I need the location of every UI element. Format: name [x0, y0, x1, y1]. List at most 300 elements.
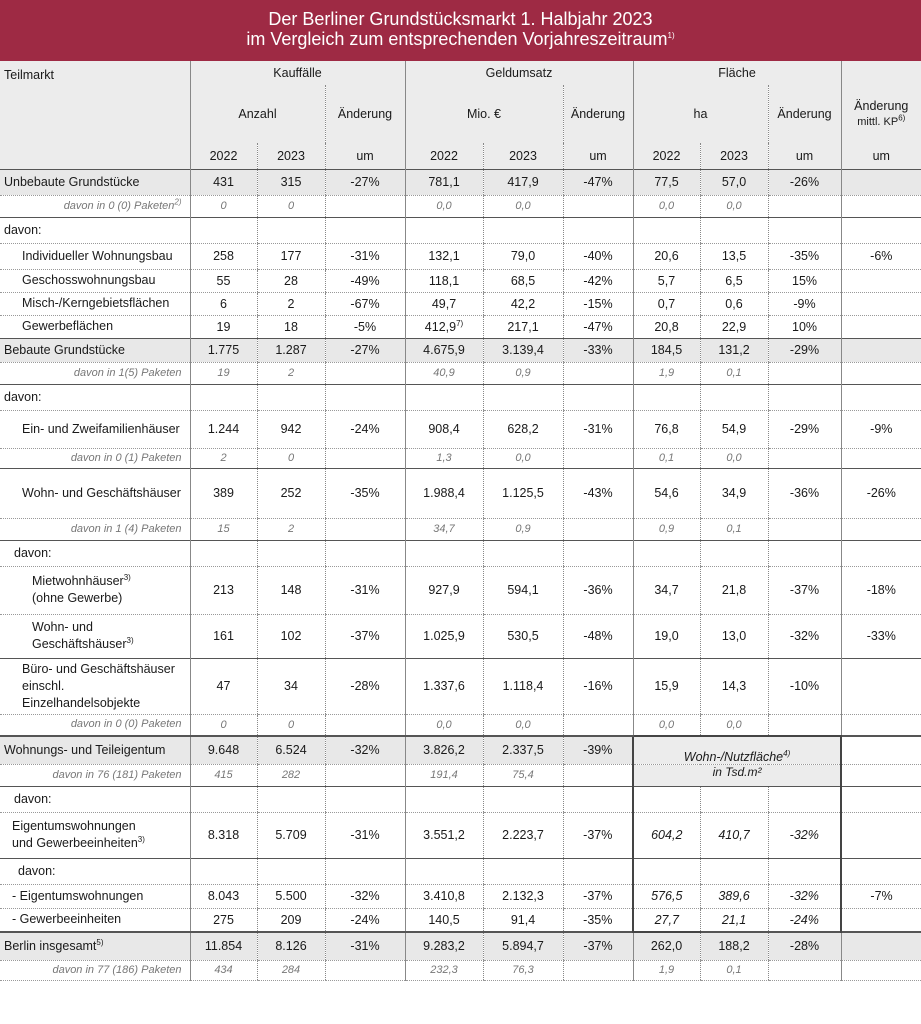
table-cell — [700, 540, 768, 566]
table-cell: 19,0 — [633, 614, 700, 658]
table-cell: 2 — [257, 362, 325, 384]
table-row — [0, 908, 921, 932]
table-cell — [563, 540, 633, 566]
table-cell: 75,4 — [483, 764, 563, 786]
table-cell — [190, 384, 257, 410]
table-cell: 11.854 — [190, 932, 257, 960]
table-row — [0, 410, 921, 448]
table-cell: 22,9 — [700, 315, 768, 338]
table-cell — [257, 384, 325, 410]
table-row — [0, 468, 921, 518]
table-cell — [563, 362, 633, 384]
table-cell: 13,0 — [700, 614, 768, 658]
table-cell: 1.287 — [257, 338, 325, 362]
table-cell: 0,9 — [633, 518, 700, 540]
header-flaeche: Fläche — [633, 61, 841, 85]
table-cell — [405, 858, 483, 884]
table-row — [0, 384, 921, 410]
table-cell: 781,1 — [405, 169, 483, 195]
table-cell: 0,0 — [405, 714, 483, 736]
table-cell: 20,6 — [633, 243, 700, 269]
table-cell — [841, 169, 921, 195]
table-cell — [405, 217, 483, 243]
table-cell: -36% — [563, 566, 633, 614]
table-cell — [325, 384, 405, 410]
table-cell: 77,5 — [633, 169, 700, 195]
table-cell: 942 — [257, 410, 325, 448]
table-cell: -49% — [325, 269, 405, 292]
row-label: Bebaute Grundstücke — [0, 338, 190, 362]
table-cell — [768, 362, 841, 384]
table-cell: 10% — [768, 315, 841, 338]
table-row — [0, 764, 921, 786]
table-cell: 1,9 — [633, 362, 700, 384]
table-row — [0, 658, 921, 714]
row-label: davon in 1(5) Paketen — [0, 362, 190, 384]
table-cell — [563, 195, 633, 217]
table-cell — [700, 217, 768, 243]
table-cell: 217,1 — [483, 315, 563, 338]
table-cell — [768, 195, 841, 217]
table-cell: 0,0 — [483, 448, 563, 468]
table-cell — [700, 786, 768, 812]
table-cell: -43% — [563, 468, 633, 518]
table-cell — [841, 217, 921, 243]
table-cell: 5.894,7 — [483, 932, 563, 960]
row-label: Eigentumswohnungen und Gewerbeeinheiten$^{3)}$ — [0, 812, 190, 858]
table-cell: -35% — [768, 243, 841, 269]
table-cell: 140,5 — [405, 908, 483, 932]
table-cell: 57,0 — [700, 169, 768, 195]
table-cell: 34,9 — [700, 468, 768, 518]
table-cell: 49,7 — [405, 292, 483, 315]
table-row — [0, 566, 921, 614]
table-cell: 0,0 — [483, 195, 563, 217]
table-cell: 6,5 — [700, 269, 768, 292]
table-cell — [325, 362, 405, 384]
table-cell: 927,9 — [405, 566, 483, 614]
table-cell: 431 — [190, 169, 257, 195]
table-cell: -40% — [563, 243, 633, 269]
table-cell: 415 — [190, 764, 257, 786]
table-cell: -42% — [563, 269, 633, 292]
table-cell: 76,3 — [483, 960, 563, 980]
table-cell: 9.283,2 — [405, 932, 483, 960]
table-cell: 3.826,2 — [405, 736, 483, 764]
table-cell — [325, 540, 405, 566]
row-label: davon in 76 (181) Paketen — [0, 764, 190, 786]
table-cell — [563, 518, 633, 540]
table-cell — [563, 764, 633, 786]
table-cell: 0,0 — [700, 195, 768, 217]
table-cell: 148 — [257, 566, 325, 614]
table-cell: 417,9 — [483, 169, 563, 195]
table-cell: -31% — [325, 932, 405, 960]
table-cell — [563, 960, 633, 980]
table-cell: -35% — [325, 468, 405, 518]
table-cell — [841, 315, 921, 338]
table-cell — [190, 786, 257, 812]
table-cell: 1,3 — [405, 448, 483, 468]
table-cell: 20,8 — [633, 315, 700, 338]
table-row — [0, 614, 921, 658]
table-cell: 0 — [257, 448, 325, 468]
table-cell: 131,2 — [700, 338, 768, 362]
table-cell: 1.118,4 — [483, 658, 563, 714]
table-cell: 434 — [190, 960, 257, 980]
table-cell — [325, 448, 405, 468]
table-cell — [563, 448, 633, 468]
table-cell: 6.524 — [257, 736, 325, 764]
table-cell: -24% — [768, 908, 841, 932]
table-cell: 232,3 — [405, 960, 483, 980]
table-cell: -24% — [325, 410, 405, 448]
table-cell: 275 — [190, 908, 257, 932]
table-row — [0, 362, 921, 384]
table-cell: -33% — [563, 338, 633, 362]
table-cell: -10% — [768, 658, 841, 714]
table-cell — [257, 217, 325, 243]
table-cell — [483, 858, 563, 884]
table-cell: 2 — [257, 518, 325, 540]
table-cell: 0,9 — [483, 362, 563, 384]
header-mio: Mio. € — [405, 85, 563, 143]
table-cell: -31% — [325, 566, 405, 614]
row-label: Individueller Wohnungsbau — [0, 243, 190, 269]
table-cell — [841, 714, 921, 736]
table-row — [0, 292, 921, 315]
table-cell — [841, 518, 921, 540]
table-cell — [768, 448, 841, 468]
table-cell: 0,6 — [700, 292, 768, 315]
table-cell: 177 — [257, 243, 325, 269]
table-cell — [841, 764, 921, 786]
table-cell: 55 — [190, 269, 257, 292]
row-label: davon in 1 (4) Paketen — [0, 518, 190, 540]
table-cell: 213 — [190, 566, 257, 614]
table-cell: 1.988,4 — [405, 468, 483, 518]
table-cell: -28% — [325, 658, 405, 714]
header-anzahl: Anzahl — [190, 85, 325, 143]
row-label: - Eigentumswohnungen — [0, 884, 190, 908]
table-cell: -31% — [325, 243, 405, 269]
table-cell: 0 — [257, 714, 325, 736]
table-cell: 1.025,9 — [405, 614, 483, 658]
table-cell: 0 — [190, 195, 257, 217]
table-cell: -32% — [768, 884, 841, 908]
table-cell: 0,1 — [700, 518, 768, 540]
table-cell: 68,5 — [483, 269, 563, 292]
table-cell: 252 — [257, 468, 325, 518]
row-label: davon: — [0, 217, 190, 243]
table-cell: 188,2 — [700, 932, 768, 960]
table-cell: 15,9 — [633, 658, 700, 714]
table-cell: 628,2 — [483, 410, 563, 448]
table-cell: 34,7 — [405, 518, 483, 540]
table-cell — [768, 858, 841, 884]
table-cell: -9% — [768, 292, 841, 315]
table-cell: 3.139,4 — [483, 338, 563, 362]
table-cell: 15 — [190, 518, 257, 540]
row-label: Geschosswohnungsbau — [0, 269, 190, 292]
table-cell — [563, 714, 633, 736]
table-cell: 79,0 — [483, 243, 563, 269]
table-cell: 40,9 — [405, 362, 483, 384]
table-row — [0, 338, 921, 362]
table-cell: -6% — [841, 243, 921, 269]
table-cell — [633, 384, 700, 410]
table-cell — [768, 518, 841, 540]
table-cell: 191,4 — [405, 764, 483, 786]
table-cell: 0,0 — [405, 195, 483, 217]
table-cell: 14,3 — [700, 658, 768, 714]
table-cell — [325, 786, 405, 812]
table-cell — [841, 908, 921, 932]
table-cell: 15% — [768, 269, 841, 292]
table-cell: 13,5 — [700, 243, 768, 269]
row-label: Berlin insgesamt$^{5)}$ — [0, 932, 190, 960]
header-kauffaelle: Kauffälle — [190, 61, 405, 85]
table-row — [0, 736, 921, 764]
table-cell: 34,7 — [633, 566, 700, 614]
table-cell: 54,6 — [633, 468, 700, 518]
table-cell: 2.132,3 — [483, 884, 563, 908]
table-cell: -36% — [768, 468, 841, 518]
table-cell: 1.775 — [190, 338, 257, 362]
table-cell: 594,1 — [483, 566, 563, 614]
table-cell: -16% — [563, 658, 633, 714]
table-cell — [841, 658, 921, 714]
table-cell: 21,8 — [700, 566, 768, 614]
table-cell: 389 — [190, 468, 257, 518]
table-cell — [841, 448, 921, 468]
row-label: davon in 0 (1) Paketen — [0, 448, 190, 468]
table-cell — [325, 714, 405, 736]
header-aenderung-1: Änderung — [325, 85, 405, 143]
row-label: davon: — [0, 540, 190, 566]
table-cell — [563, 384, 633, 410]
table-cell: 0,1 — [700, 362, 768, 384]
table-cell: 0,1 — [700, 960, 768, 980]
table-cell — [768, 714, 841, 736]
row-label: Unbebaute Grundstücke — [0, 169, 190, 195]
table-cell: 0 — [257, 195, 325, 217]
table-cell: 0 — [190, 714, 257, 736]
table-cell: 2.337,5 — [483, 736, 563, 764]
table-cell — [841, 195, 921, 217]
table-cell: 0,0 — [483, 714, 563, 736]
row-label: Gewerbeflächen — [0, 315, 190, 338]
table-cell: -31% — [563, 410, 633, 448]
table-cell — [841, 736, 921, 764]
table-cell: 0,9 — [483, 518, 563, 540]
table-cell: 0,0 — [633, 195, 700, 217]
table-cell: 91,4 — [483, 908, 563, 932]
table-cell: 19 — [190, 315, 257, 338]
table-cell: 282 — [257, 764, 325, 786]
table-cell — [325, 764, 405, 786]
table-cell: 0,0 — [700, 714, 768, 736]
table-cell: 8.126 — [257, 932, 325, 960]
table-cell: -24% — [325, 908, 405, 932]
row-label: Wohn- und Geschäftshäuser — [0, 468, 190, 518]
row-label: Mietwohnhäuser$^{3)}$ (ohne Gewerbe) — [0, 566, 190, 614]
table-row — [0, 243, 921, 269]
header-geldumsatz: Geldumsatz — [405, 61, 633, 85]
table-cell — [841, 362, 921, 384]
table-cell: -39% — [563, 736, 633, 764]
table-row — [0, 315, 921, 338]
table-cell: 19 — [190, 362, 257, 384]
table-cell: -5% — [325, 315, 405, 338]
table-cell — [768, 786, 841, 812]
table-row — [0, 812, 921, 858]
table-cell: 9.648 — [190, 736, 257, 764]
table-cell: -26% — [768, 169, 841, 195]
table-cell: -26% — [841, 468, 921, 518]
table-cell: 908,4 — [405, 410, 483, 448]
table-cell: -37% — [563, 884, 633, 908]
table-cell — [325, 960, 405, 980]
table-cell: -18% — [841, 566, 921, 614]
table-cell: 5.500 — [257, 884, 325, 908]
table-cell: 18 — [257, 315, 325, 338]
table-row — [0, 932, 921, 960]
table-cell — [563, 786, 633, 812]
table-cell: 28 — [257, 269, 325, 292]
table-cell — [633, 858, 700, 884]
table-cell: 262,0 — [633, 932, 700, 960]
table-row — [0, 195, 921, 217]
table-cell — [633, 217, 700, 243]
table-cell — [325, 518, 405, 540]
table-cell — [190, 540, 257, 566]
row-label: - Gewerbeeinheiten — [0, 908, 190, 932]
table-cell — [841, 812, 921, 858]
header-aenderung-3: Änderung — [768, 85, 841, 143]
table-cell: 209 — [257, 908, 325, 932]
table-cell — [257, 786, 325, 812]
table-cell — [563, 858, 633, 884]
table-cell: 0,7 — [633, 292, 700, 315]
table-cell: 54,9 — [700, 410, 768, 448]
table-cell: 389,6 — [700, 884, 768, 908]
row-label: davon in 0 (0) Paketen$^{2)}$ — [0, 195, 190, 217]
table-cell: 410,7 — [700, 812, 768, 858]
table-cell: 1.125,5 — [483, 468, 563, 518]
table-title — [0, 0, 921, 61]
row-label: davon in 0 (0) Paketen — [0, 714, 190, 736]
table-cell: -33% — [841, 614, 921, 658]
table-row — [0, 269, 921, 292]
table-cell: -37% — [563, 932, 633, 960]
table-cell: 3.551,2 — [405, 812, 483, 858]
row-label: Ein- und Zweifamilienhäuser — [0, 410, 190, 448]
row-label: Misch-/Kerngebietsflächen — [0, 292, 190, 315]
row-label: davon: — [0, 786, 190, 812]
table-cell: 2 — [190, 448, 257, 468]
table-row — [0, 448, 921, 468]
table-cell — [633, 540, 700, 566]
table-cell — [841, 786, 921, 812]
table-row — [0, 217, 921, 243]
table-cell — [405, 384, 483, 410]
wohnflaeche-unit: in Tsd.m² — [633, 764, 841, 786]
table-cell: 258 — [190, 243, 257, 269]
table-cell: 412,9$^{7)}$ — [405, 315, 483, 338]
table-cell: 5.709 — [257, 812, 325, 858]
table-cell: -47% — [563, 169, 633, 195]
title-line-2: im Vergleich zum entsprechenden Vorjahreszeitraum$^{1)}$ — [246, 29, 675, 49]
table-row — [0, 714, 921, 736]
table-cell: -32% — [325, 884, 405, 908]
header-aenderung-2: Änderung — [563, 85, 633, 143]
table-cell: 34 — [257, 658, 325, 714]
table-row — [0, 169, 921, 195]
table-cell: -32% — [768, 812, 841, 858]
table-row — [0, 960, 921, 980]
table-cell: 132,1 — [405, 243, 483, 269]
table-cell — [841, 338, 921, 362]
table-cell: -48% — [563, 614, 633, 658]
table-cell — [841, 384, 921, 410]
table-cell: 2 — [257, 292, 325, 315]
table-row — [0, 786, 921, 812]
table-cell — [841, 292, 921, 315]
table-cell — [768, 384, 841, 410]
header-aenderung-kp: Änderung mittl. KP$^{6)}$ — [841, 85, 921, 143]
table-row — [0, 858, 921, 884]
table-cell: 4.675,9 — [405, 338, 483, 362]
table-cell: 27,7 — [633, 908, 700, 932]
row-label: davon: — [0, 384, 190, 410]
table-row — [0, 884, 921, 908]
table-cell: -67% — [325, 292, 405, 315]
table-cell — [700, 384, 768, 410]
table-cell: 8.318 — [190, 812, 257, 858]
header-ha: ha — [633, 85, 768, 143]
table-cell: 3.410,8 — [405, 884, 483, 908]
title-line-1: Der Berliner Grundstücksmarkt 1. Halbjahr 2023 — [268, 9, 653, 29]
row-label: davon: — [0, 858, 190, 884]
header-teilmarkt: Teilmarkt — [0, 61, 190, 143]
table-cell — [405, 540, 483, 566]
table-cell: 0,0 — [700, 448, 768, 468]
table-cell: 6 — [190, 292, 257, 315]
table-cell — [483, 786, 563, 812]
table-cell: 284 — [257, 960, 325, 980]
table-cell — [841, 269, 921, 292]
table-cell: -15% — [563, 292, 633, 315]
table-cell: 530,5 — [483, 614, 563, 658]
table-cell: 21,1 — [700, 908, 768, 932]
table-cell: 47 — [190, 658, 257, 714]
table-cell: 102 — [257, 614, 325, 658]
table-row — [0, 540, 921, 566]
table-cell: 5,7 — [633, 269, 700, 292]
table-cell: 2.223,7 — [483, 812, 563, 858]
table-cell — [405, 786, 483, 812]
table-cell — [768, 217, 841, 243]
table-cell: -32% — [325, 736, 405, 764]
table-cell: 118,1 — [405, 269, 483, 292]
table-cell — [325, 858, 405, 884]
table-cell: -28% — [768, 932, 841, 960]
row-label: Büro- und Geschäftshäuser einschl. Einzelhandelsobjekte — [0, 658, 190, 714]
table-cell: 42,2 — [483, 292, 563, 315]
table-cell: 1.337,6 — [405, 658, 483, 714]
table-cell — [841, 960, 921, 980]
